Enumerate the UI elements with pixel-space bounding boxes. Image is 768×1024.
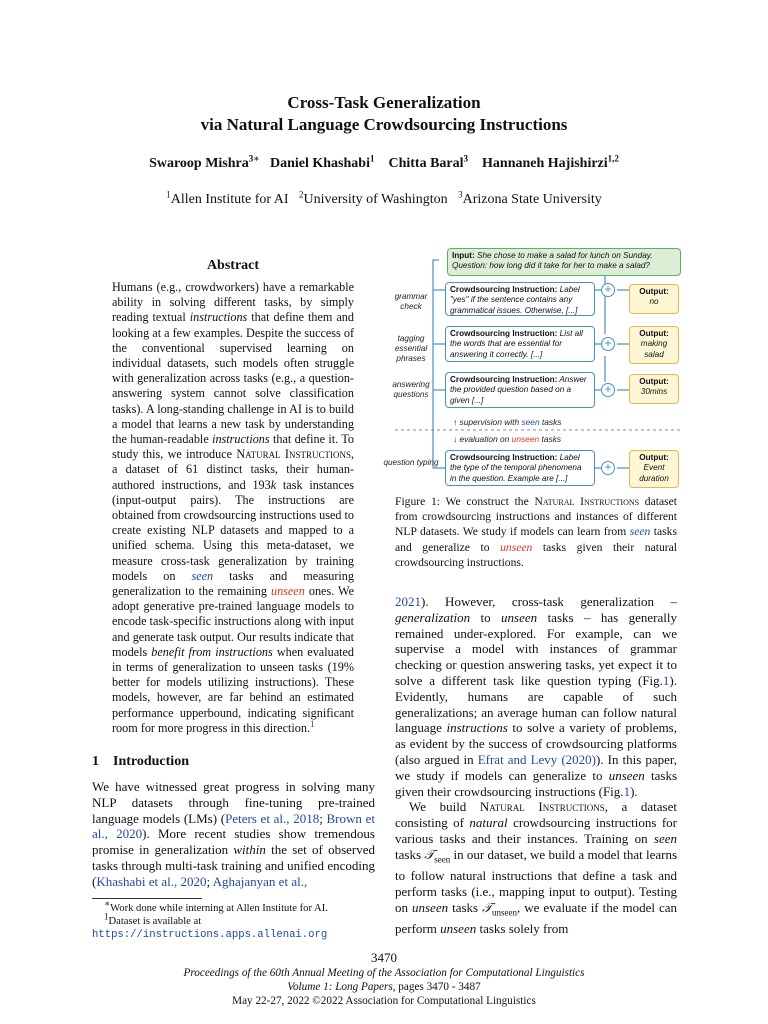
section-heading: 1 Introduction: [92, 754, 189, 769]
figure-caption: Figure 1: We construct the Natural Instructions dataset from crowdsourcing instructions and instances of different NLP datasets. We study if models can learn from seen tasks and generalize to unseen tasks given their natural crowdsourcing instructions.: [395, 495, 677, 569]
paper-title-line1: Cross-Task Generalization: [287, 93, 481, 112]
plus-icon: +: [601, 461, 615, 475]
author-name: Hannaneh Hajishirzi: [482, 156, 608, 171]
task-label: answering questions: [392, 380, 430, 399]
citation-link[interactable]: Aghajanyan et al.,: [212, 873, 308, 889]
figure-1: [383, 244, 683, 494]
supervision-note: ↑ supervision with seen tasks: [453, 417, 562, 427]
author-name: Swaroop Mishra: [149, 156, 249, 171]
abstract-body: Humans (e.g., crowdworkers) have a remarkable ability in solving different tasks, by simply reading textual instructions that define them and looking at a few examples. Despite the success of the conventional supervised learning on individual datasets, such models often struggle with generalization across tasks (e.g., a question-answering system cannot solve classification tasks). A long-standing challenge in AI is to build a model that learns a new task by understanding the human-readable instructions that define it. To study this, we introduce Natural Instructions, a dataset of 61 distinct tasks, their human-authored instructions, and 193k task instances (input-output pairs). The instructions are obtained from crowdsourcing instructions used to create existing NLP datasets and mapped to a unified schema. Using this meta-dataset, we measure cross-task generalization by training models on seen tasks and measuring generalization to the remaining unseen ones. We adopt generative pre-trained language models to encode task-specific instructions along with input and generate task output. Our results indicate that models benefit from instructions when evaluated in terms of generalization to unseen tasks (19% better for models utilizing instructions). These models, however, are far behind an estimated performance upperbound, indicating significant room for more progress in this direction.$^1$: [112, 280, 355, 735]
author-name: Chitta Baral: [388, 156, 464, 171]
citation-link[interactable]: 2021: [395, 594, 421, 609]
citation-link[interactable]: Khashabi et al., 2020: [96, 873, 207, 889]
input-box: Input: She chose to make a salad for lunch on Sunday. Question: how long did it take for her to make a salad?: [447, 248, 681, 276]
right-column-body: [395, 594, 677, 937]
instruction-box: Crowdsourcing Instruction: Label "yes" if the sentence contains any grammatical issues. Otherwise, [...]: [445, 282, 595, 316]
unseen-term: unseen: [270, 584, 305, 599]
author-name: Daniel Khashabi: [269, 156, 370, 171]
task-label: question typing: [383, 458, 439, 467]
paragraph: 2021). However, cross-task generalization – generalization to unseen tasks – has generally remained under-explored. For example, can we supervise a model with instances of grammar checking or question answering tasks, yet expect it to solve a different task like question typing (Fig.1). Evidently, humans are capable of such generalizations; an average human can follow natural language instructions to solve a variety of problems, as evident by the success of crowdsourcing platforms (also argued in Efrat and Levy (2020)). In this paper, we study if models can generalize to unseen tasks given their crowdsourcing instructions (Fig.1).: [395, 594, 677, 799]
author-list: Swaroop Mishra$^{3∗}$ Daniel Khashabi$^1$ Chitta Baral$^3$ Hannaneh Hajishirzi$^{1,2}$: [149, 153, 619, 171]
intro-paragraph: We have witnessed great progress in solving many NLP datasets through fine-tuning pre-trained language models (LMs) (Peters et al., 2018; Brown et al., 2020). More recent studies show tremendous promise in generalization within the set of observed tasks through multi-task training and unified encoding (Khashabi et al., 2020; Aghajanyan et al.,: [92, 779, 375, 889]
task-label: grammar check: [394, 292, 428, 311]
figure-ref-link[interactable]: 1: [623, 783, 631, 799]
affiliation: Arizona State University: [462, 192, 602, 207]
page-number: 3470: [371, 950, 397, 965]
abstract-heading: Abstract: [206, 258, 260, 273]
affiliation: Allen Institute for AI: [170, 192, 289, 207]
paper-title-line2: via Natural Language Crowdsourcing Instructions: [200, 115, 568, 134]
footnotes: ∗Work done while interning at Allen Institute for AI. $^1$Dataset is available at https://instructions.apps.allenai.org: [92, 898, 328, 941]
plus-icon: +: [601, 283, 615, 297]
instruction-box: Crowdsourcing Instruction: Answer the provided question based on a given [...]: [445, 372, 595, 408]
paragraph: We build Natural Instructions, a dataset consisting of natural crowdsourcing instructions for various tasks and their instances. Training on seen tasks 𝒯$_{seen}$ in our dataset, we build a model that learns to follow natural instructions that define a task and perform tasks (i.e., mapping input to output). Testing on unseen tasks 𝒯$_{unseen}$, we evaluate if the model can perform unseen tasks solely from: [395, 799, 678, 937]
instruction-box: Crowdsourcing Instruction: Label the type of the temporal phenomena in the question. Example are [...]: [445, 450, 595, 486]
proceedings-footer: Proceedings of the 60th Annual Meeting of the Association for Computational Linguistics Volume 1: Long Papers, pages 3470 - 3487 May 22-27, 2022 ©2022 Association for Computational Linguistics: [183, 967, 585, 1007]
affiliation-list: $^1$Allen Institute for AI $^2$University of Washington $^3$Arizona State University: [166, 189, 602, 207]
plus-icon: +: [601, 337, 615, 351]
instruction-box: Crowdsourcing Instruction: List all the words that are essential for answering it correctly. [...]: [445, 326, 595, 362]
dataset-url-link[interactable]: https://instructions.apps.allenai.org: [92, 929, 328, 941]
output-box: Output: Event duration: [629, 450, 679, 488]
citation-link[interactable]: Brown et al., 2020: [92, 810, 375, 842]
plus-icon: +: [601, 383, 615, 397]
citation-link[interactable]: Peters et al., 2018: [225, 810, 320, 826]
citation-link[interactable]: Efrat and Levy (2020): [477, 751, 597, 767]
output-box: Output: no: [629, 284, 679, 314]
evaluation-note: ↓ evaluation on unseen tasks: [453, 434, 562, 444]
footnote-ref[interactable]: 1: [310, 718, 315, 729]
task-label: tagging essential phrases: [394, 334, 428, 363]
output-box: Output: making salad: [629, 326, 679, 364]
affiliation: University of Washington: [303, 192, 448, 207]
output-box: Output: 30mins: [629, 374, 679, 404]
figure-ref-link[interactable]: 1: [662, 672, 670, 688]
seen-term: seen: [191, 568, 214, 583]
